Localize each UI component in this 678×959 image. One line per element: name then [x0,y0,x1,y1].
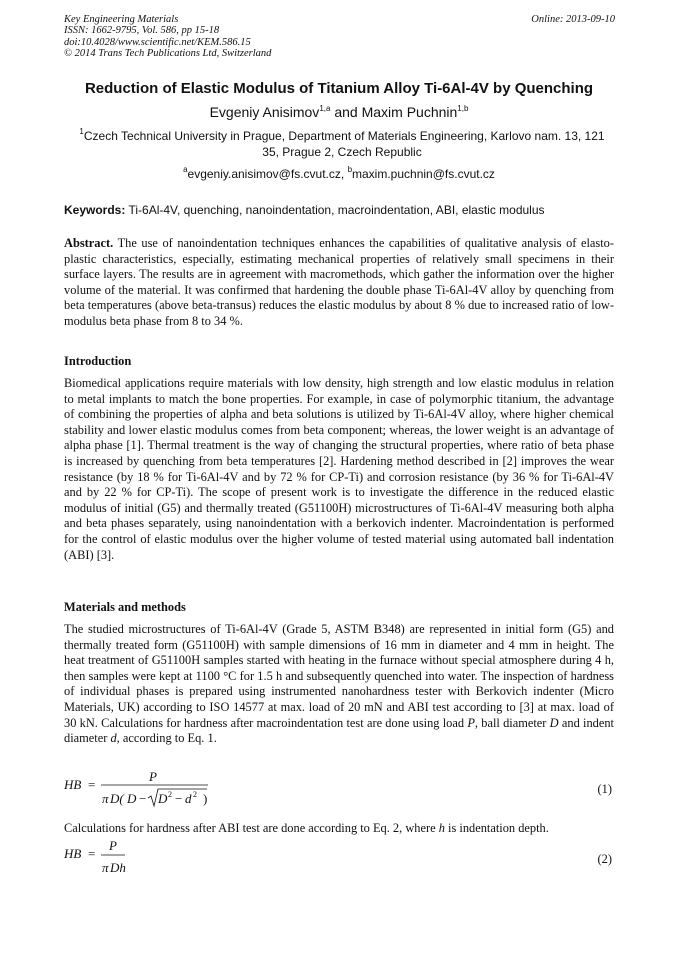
email-line [0,167,678,181]
methods-text [64,622,614,747]
journal-copyright: © 2014 Trans Tech Publications Ltd, Switzerland [64,48,272,60]
methods-text-a: The studied microstructures of Ti-6Al-4V (Grade 5, ASTM B348) are represented in initial form (G5) and thermally treated form (G51100H) with sample dimensions of 16 mm in diameter and 4 mm in height. The heat treatment of G51100H samples started with heating in the furnace without special atmosphere during 4 h, then samples were kept at 1100 °C for 1.5 h and subsequently quenched into water. The inspection of hardness of individual phases is prepared using instrumented nanohardness tester with Berkovich indenter (Micro Materials, UK) according to ISO 14577 at max. load of 20 mN and ABI test according to [3] at max. load of 30 kN. Calculations for hardness after macroindentation test are done using load [64,622,614,730]
eq2-intro-sentence [64,821,549,836]
equation-1-formula [64,770,264,818]
eq1-numerator: P [149,769,157,784]
eq2-equals: = [88,846,96,861]
author-1: Evgeniy Anisimov [209,104,320,120]
eq1-d-sqrt: D [158,791,168,806]
affiliation [72,129,612,160]
keywords [64,203,624,217]
eq1-close-paren: ) [203,791,208,806]
introduction-heading: Introduction [64,354,132,368]
journal-issn: ISSN: 1662-9795, Vol. 586, pp 15-18 [64,25,220,37]
journal-header [64,14,271,60]
author-1-affil-mark: 1,a [319,104,331,113]
keywords-text: Ti-6Al-4V, quenching, nanoindentation, macroindentation, ABI, elastic modulus [128,203,545,217]
var-d-big: D [549,715,559,730]
email-b[interactable]: maxim.puchnin@fs.cvut.cz [352,167,495,181]
author-2-affil-mark: 1,b [457,104,469,113]
equation-2-number: (2) [597,852,612,866]
author-conjunction: and [334,104,358,120]
affiliation-mark: 1 [79,127,84,136]
abstract-label: Abstract. [64,236,114,250]
email-a[interactable]: evgeniy.anisimov@fs.cvut.cz, [187,167,345,181]
email-a-mark: a [183,165,188,174]
journal-doi[interactable]: doi:10.4028/www.scientific.net/KEM.586.15 [64,36,251,48]
author-line [0,104,678,120]
eq2-pi: π [102,860,109,875]
author-2: Maxim Puchnin [361,104,458,120]
affiliation-text: Czech Technical University in Prague, Department of Materials Engineering, Karlovo nam. 13, 121 35, Prague 2, Czech Republic [83,129,605,159]
eq2-lhs: HB [64,846,82,861]
introduction-text: Biomedical applications require materials with low density, high strength and low elastic modulus in relation to metal implants to match the bone properties. For example, in case of polymorphic titanium, the advantage of combining the properties of alpha and beta solutions is utilized by Ti-6Al-4V alloy, where higher chemical stability and lower elastic modulus comes from beta component; whereas, the lower weight is an advantage of alpha phase [1]. Thermal treatment is the way of changing the structural properties, where ratio of beta phase is increased by quenching from beta temperatures [2]. Hardening method described in [2] improves the wear resistance (by 18 % for Ti-6Al-4V and by 72 % for CP-Ti) and corrosion resistance (by 36 % for Ti-6Al-4V and by 22 % for CP-Ti). The scope of present work is to investigate the difference in the reduced elastic modulus of initial (G5) and thermally treated (G51100H) microstructures of Ti-6Al-4V measuring both alpha and beta phases separately, using nanoindentation with a berkovich indenter. Macroindentation is performed for the control of elastic modulus over the higher volume of tested material using automated ball indentation (ABI) [3]. [64,376,614,562]
eq1-square-2: 2 [193,790,197,799]
online-date: Online: 2013-09-10 [531,14,615,25]
eq1-lhs: HB [64,777,82,792]
var-h: h [438,821,445,835]
eq1-pi: π [102,791,109,806]
eq2-intro-b: is indentation depth. [448,821,549,835]
equation-2-formula [64,838,144,876]
eq2-intro-a: Calculations for hardness after ABI test are done according to Eq. 2, where [64,821,436,835]
var-d-small: d [110,731,117,746]
eq1-minus: − [139,791,147,806]
email-b-mark: b [347,165,353,174]
paper-title: Reduction of Elastic Modulus of Titanium Alloy Ti-6Al-4V by Quenching [84,80,594,97]
eq1-d-inner: D [127,791,137,806]
eq1-d-open: D( [110,791,124,806]
eq1-minus-2: − [175,791,183,806]
journal-name: Key Engineering Materials [64,14,179,25]
eq1-square-1: 2 [168,790,172,799]
equation-2 [64,838,614,876]
eq1-d-small: d [185,791,192,806]
eq2-numerator: P [109,838,117,853]
keywords-label: Keywords: [64,203,126,217]
equation-1-number: (1) [597,782,612,796]
eq2-denominator: Dh [110,860,126,875]
eq1-equals: = [88,777,96,792]
var-p: P [467,715,475,730]
methods-text-d: , according to Eq. 1. [116,731,217,746]
abstract [64,236,614,330]
abstract-text: The use of nanoindentation techniques enhances the capabilities of qualitative analysis of elasto-plastic characteristics, especially, estimating mechanical properties of relatively small specimens in their surface layers. The results are in agreement with macromethods, which gather the information over the higher volume of the material. It was confirmed that hardening the double phase Ti-6Al-4V alloy by quenching from beta temperatures (above beta-transus) reduces the elastic modulus by about 8 % due to increased ratio of low-modulus beta phase from 8 to 34 %. [64,236,615,328]
methods-text-c: and indent diameter [64,715,614,746]
methods-heading: Materials and methods [64,600,186,614]
methods-text-b: , ball diameter [474,715,547,730]
equation-1 [64,770,614,818]
